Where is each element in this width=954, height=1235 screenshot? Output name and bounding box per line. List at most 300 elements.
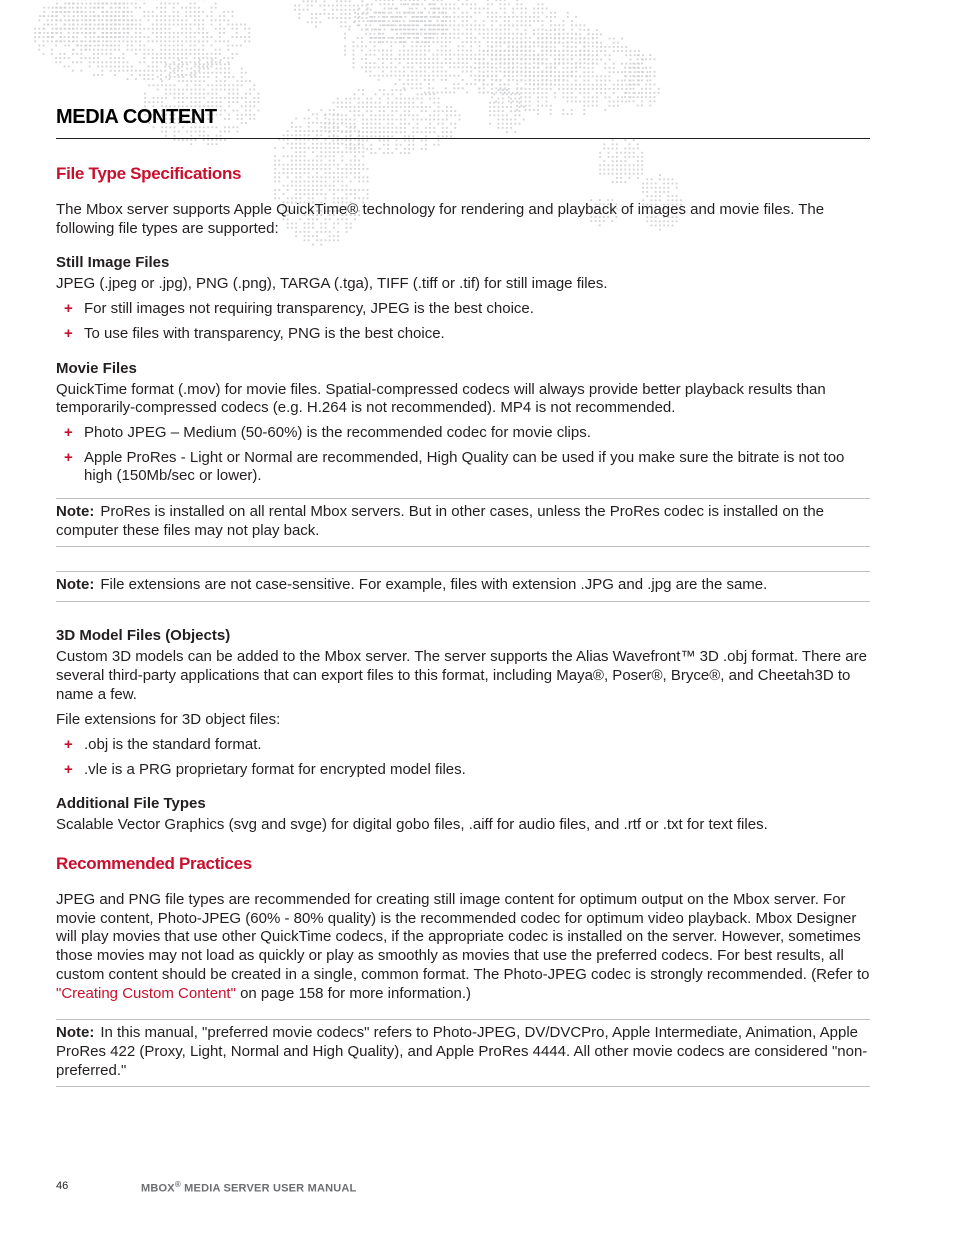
map-dot xyxy=(181,28,183,30)
map-dot xyxy=(645,88,647,90)
map-dot xyxy=(115,7,117,9)
map-dot xyxy=(143,11,145,13)
map-dot xyxy=(69,11,71,13)
map-dot xyxy=(38,36,40,38)
map-dot xyxy=(600,92,602,94)
map-dot xyxy=(382,33,384,35)
map-dot xyxy=(520,101,522,103)
map-dot xyxy=(516,8,518,10)
map-dot xyxy=(416,37,418,39)
cross-reference-link[interactable]: "Creating Custom Content" xyxy=(56,984,236,1002)
map-dot xyxy=(194,57,196,59)
map-dot xyxy=(64,19,66,21)
map-dot xyxy=(207,72,209,74)
map-dot xyxy=(579,54,581,56)
map-dot xyxy=(654,71,656,73)
map-dot xyxy=(441,37,443,39)
map-dot xyxy=(575,101,577,103)
map-dot xyxy=(432,54,434,56)
map-dot xyxy=(341,102,343,104)
map-dot xyxy=(85,15,87,17)
map-dot xyxy=(156,57,158,59)
map-dot xyxy=(445,54,447,56)
map-dot xyxy=(164,53,166,55)
map-dot xyxy=(449,92,451,94)
map-dot xyxy=(194,19,196,21)
map-dot xyxy=(106,66,108,68)
map-dot xyxy=(628,96,630,98)
map-dot xyxy=(64,24,66,26)
map-dot xyxy=(649,79,651,81)
list-item: + Apple ProRes - Light or Normal are recommended, High Quality can be used if you make sure the bitrate is not too high (150Mb/sec or lower). xyxy=(64,448,845,485)
map-dot xyxy=(396,16,398,18)
map-dot xyxy=(333,147,335,149)
map-dot xyxy=(174,84,176,86)
map-dot xyxy=(353,58,355,60)
map-dot xyxy=(307,9,309,11)
map-dot xyxy=(177,40,179,42)
map-dot xyxy=(199,89,201,91)
map-dot xyxy=(241,72,243,74)
map-dot xyxy=(227,49,229,51)
map-dot xyxy=(445,75,447,77)
map-dot xyxy=(592,45,594,47)
map-dot xyxy=(304,143,306,145)
map-dot xyxy=(227,40,229,42)
map-dot xyxy=(641,100,643,102)
map-dot xyxy=(169,3,171,5)
map-dot xyxy=(232,53,234,55)
map-dot xyxy=(353,5,355,7)
map-dot xyxy=(508,75,510,77)
map-dot xyxy=(428,75,430,77)
map-dot xyxy=(546,80,548,82)
map-dot xyxy=(169,63,171,65)
map-dot xyxy=(123,15,125,17)
map-dot xyxy=(430,8,432,10)
map-dot xyxy=(181,70,183,72)
map-dot xyxy=(608,152,610,154)
map-dot xyxy=(508,42,510,44)
map-dot xyxy=(135,36,137,38)
map-dot xyxy=(649,67,651,69)
map-dot xyxy=(596,92,598,94)
map-dot xyxy=(374,54,376,56)
map-dot xyxy=(232,24,234,26)
map-dot xyxy=(102,24,104,26)
map-dot xyxy=(156,19,158,21)
map-dot xyxy=(529,41,531,43)
map-dot xyxy=(470,29,472,31)
map-dot xyxy=(244,36,246,38)
map-dot xyxy=(39,32,41,34)
map-dot xyxy=(185,19,187,21)
map-dot xyxy=(399,79,401,81)
map-dot xyxy=(362,93,364,95)
map-dot xyxy=(516,33,518,35)
map-dot xyxy=(80,45,82,47)
map-dot xyxy=(224,89,226,91)
list-item: + To use files with transparency, PNG is the best choice. xyxy=(64,324,445,342)
map-dot xyxy=(382,75,384,77)
map-dot xyxy=(399,75,401,77)
map-dot xyxy=(637,75,639,77)
map-dot xyxy=(375,20,377,22)
map-dot xyxy=(462,66,464,68)
map-dot xyxy=(442,12,444,14)
map-dot xyxy=(407,54,409,56)
map-dot xyxy=(546,46,548,48)
map-dot xyxy=(111,3,113,5)
map-dot xyxy=(588,59,590,61)
map-dot xyxy=(203,80,205,82)
map-dot xyxy=(56,11,58,13)
map-dot xyxy=(127,36,129,38)
map-dot xyxy=(375,102,377,104)
map-dot xyxy=(223,15,225,17)
map-dot xyxy=(438,98,440,100)
map-dot xyxy=(432,3,434,5)
map-dot xyxy=(152,66,154,68)
map-dot xyxy=(588,38,590,40)
map-dot xyxy=(408,152,410,154)
map-dot xyxy=(185,74,187,76)
map-dot xyxy=(645,58,647,60)
map-dot xyxy=(616,143,618,145)
map-dot xyxy=(148,74,150,76)
map-dot xyxy=(207,139,209,141)
map-dot xyxy=(514,98,516,100)
map-dot xyxy=(474,58,476,60)
map-dot xyxy=(554,12,556,14)
map-dot xyxy=(98,15,100,17)
map-dot xyxy=(379,41,381,43)
map-dot xyxy=(152,15,154,17)
map-dot xyxy=(396,148,398,150)
map-dot xyxy=(512,71,514,73)
map-dot xyxy=(438,144,440,146)
map-dot xyxy=(344,50,346,52)
map-dot xyxy=(127,24,129,26)
map-dot xyxy=(127,28,129,30)
map-dot xyxy=(68,32,70,34)
note-label: Note: xyxy=(56,576,95,594)
map-dot xyxy=(98,36,100,38)
map-dot xyxy=(395,16,397,18)
map-dot xyxy=(362,89,364,91)
map-dot xyxy=(361,0,363,2)
map-dot xyxy=(181,53,183,55)
map-dot xyxy=(382,50,384,52)
map-dot xyxy=(69,3,71,5)
map-dot xyxy=(424,75,426,77)
map-dot xyxy=(409,12,411,14)
map-dot xyxy=(596,46,598,48)
map-dot xyxy=(60,11,62,13)
map-dot xyxy=(426,37,428,39)
map-dot xyxy=(118,61,120,63)
map-dot xyxy=(211,66,213,68)
map-dot xyxy=(432,24,434,26)
map-dot xyxy=(400,102,402,104)
map-dot xyxy=(533,42,535,44)
map-dot xyxy=(641,88,643,90)
map-dot xyxy=(143,53,145,55)
map-dot xyxy=(504,59,506,61)
map-dot xyxy=(51,19,53,21)
map-dot xyxy=(510,93,512,95)
map-dot xyxy=(194,66,196,68)
map-dot xyxy=(554,75,556,77)
map-dot xyxy=(160,15,162,17)
map-dot xyxy=(211,139,213,141)
map-dot xyxy=(152,11,154,13)
map-dot xyxy=(612,160,614,162)
map-dot xyxy=(491,29,493,31)
map-dot xyxy=(533,84,535,86)
map-dot xyxy=(546,8,548,10)
map-dot xyxy=(195,76,197,78)
map-dot xyxy=(624,92,626,94)
map-dot xyxy=(304,160,306,162)
map-dot xyxy=(495,0,497,1)
map-dot xyxy=(437,16,439,18)
map-dot xyxy=(320,143,322,145)
map-dot xyxy=(537,29,539,31)
map-dot xyxy=(533,54,535,56)
map-dot xyxy=(336,0,338,2)
map-dot xyxy=(470,75,472,77)
map-dot xyxy=(421,3,423,5)
map-dot xyxy=(434,29,436,31)
map-dot xyxy=(392,20,394,22)
map-dot xyxy=(203,72,205,74)
map-dot xyxy=(600,50,602,52)
map-dot xyxy=(90,40,92,42)
map-dot xyxy=(207,84,209,86)
map-dot xyxy=(579,59,581,61)
list-item: + .obj is the standard format. xyxy=(64,735,262,753)
map-dot xyxy=(416,83,418,85)
map-dot xyxy=(458,66,460,68)
map-dot xyxy=(495,54,497,56)
map-dot xyxy=(633,96,635,98)
movie-files-text: QuickTime format (.mov) for movie files. Spatial-compressed codecs will always provide better playback results than temporarily-compressed codecs (e.g. H.264 is not recommended). MP4 is not recommended. xyxy=(56,380,826,417)
map-dot xyxy=(624,67,626,69)
map-dot xyxy=(621,38,623,40)
map-dot xyxy=(491,50,493,52)
map-dot xyxy=(390,50,392,52)
map-dot xyxy=(127,49,129,51)
map-dot xyxy=(94,19,96,21)
map-dot xyxy=(51,24,53,26)
map-dot xyxy=(434,8,436,10)
map-dot xyxy=(466,62,468,64)
map-dot xyxy=(379,24,381,26)
map-dot xyxy=(495,63,497,65)
map-dot xyxy=(609,59,611,61)
map-dot xyxy=(97,53,99,55)
map-dot xyxy=(512,33,514,35)
map-dot xyxy=(609,80,611,82)
map-dot xyxy=(417,0,419,1)
map-dot xyxy=(315,26,317,28)
map-dot xyxy=(43,24,45,26)
map-dot xyxy=(562,75,564,77)
map-dot xyxy=(550,33,552,35)
map-dot xyxy=(437,0,439,1)
map-dot xyxy=(411,41,413,43)
map-dot xyxy=(529,54,531,56)
map-dot xyxy=(554,67,556,69)
plus-bullet-icon: + xyxy=(64,300,73,318)
map-dot xyxy=(416,41,418,43)
map-dot xyxy=(185,7,187,9)
map-dot xyxy=(449,54,451,56)
map-dot xyxy=(546,50,548,52)
map-dot xyxy=(77,45,79,47)
map-dot xyxy=(357,5,359,7)
map-dot xyxy=(299,155,301,157)
map-dot xyxy=(64,28,66,30)
map-dot xyxy=(316,147,318,149)
map-dot xyxy=(396,89,398,91)
map-dot xyxy=(388,37,390,39)
map-dot xyxy=(571,96,573,98)
map-dot xyxy=(420,12,422,14)
map-dot xyxy=(76,36,78,38)
map-dot xyxy=(519,102,521,104)
map-dot xyxy=(478,80,480,82)
map-dot xyxy=(604,54,606,56)
map-dot xyxy=(628,100,630,102)
map-dot xyxy=(93,11,95,13)
map-dot xyxy=(106,24,108,26)
map-dot xyxy=(470,50,472,52)
map-dot xyxy=(90,3,92,5)
map-dot xyxy=(579,84,581,86)
map-dot xyxy=(633,84,635,86)
map-dot xyxy=(491,67,493,69)
map-dot xyxy=(131,36,133,38)
map-dot xyxy=(604,63,606,65)
map-dot xyxy=(298,17,300,19)
map-dot xyxy=(541,88,543,90)
map-dot xyxy=(395,20,397,22)
map-dot xyxy=(115,32,117,34)
map-dot xyxy=(353,50,355,52)
map-dot xyxy=(228,84,230,86)
map-dot xyxy=(533,62,535,64)
map-dot xyxy=(198,28,200,30)
map-dot xyxy=(404,152,406,154)
map-dot xyxy=(379,0,381,1)
map-dot xyxy=(437,54,439,56)
map-dot xyxy=(550,50,552,52)
map-dot xyxy=(499,63,501,65)
map-dot xyxy=(382,41,384,43)
map-dot xyxy=(525,8,527,10)
map-dot xyxy=(220,84,222,86)
map-dot xyxy=(424,37,426,39)
map-dot xyxy=(55,61,57,63)
map-dot xyxy=(425,140,427,142)
map-dot xyxy=(621,84,623,86)
map-dot xyxy=(363,20,365,22)
map-dot xyxy=(483,80,485,82)
map-dot xyxy=(424,41,426,43)
map-dot xyxy=(458,0,460,1)
map-dot xyxy=(575,54,577,56)
map-dot xyxy=(474,62,476,64)
map-dot xyxy=(479,41,481,43)
map-dot xyxy=(424,71,426,73)
map-dot xyxy=(474,24,476,26)
map-dot xyxy=(60,7,62,9)
map-dot xyxy=(579,75,581,77)
map-dot xyxy=(89,57,91,59)
map-dot xyxy=(470,71,472,73)
map-dot xyxy=(72,53,74,55)
map-dot xyxy=(441,41,443,43)
map-dot xyxy=(177,57,179,59)
map-dot xyxy=(633,100,635,102)
map-dot xyxy=(525,92,527,94)
map-dot xyxy=(144,101,146,103)
map-dot xyxy=(118,11,120,13)
map-dot xyxy=(508,54,510,56)
map-dot xyxy=(470,24,472,26)
map-dot xyxy=(344,37,346,39)
map-dot xyxy=(609,75,611,77)
map-dot xyxy=(441,50,443,52)
map-dot xyxy=(90,28,92,30)
map-dot xyxy=(453,16,455,18)
map-dot xyxy=(152,28,154,30)
map-dot xyxy=(638,92,640,94)
map-dot xyxy=(630,59,632,61)
map-dot xyxy=(190,139,192,141)
map-dot xyxy=(616,160,618,162)
map-dot xyxy=(617,42,619,44)
map-dot xyxy=(411,12,413,14)
map-dot xyxy=(169,40,171,42)
map-dot xyxy=(102,40,104,42)
map-dot xyxy=(34,28,36,30)
map-dot xyxy=(118,28,120,30)
map-dot xyxy=(139,61,141,63)
map-dot xyxy=(512,59,514,61)
page-title: MEDIA CONTENT xyxy=(56,105,870,139)
map-dot xyxy=(542,29,544,31)
map-dot xyxy=(34,32,36,34)
map-dot xyxy=(344,54,346,56)
map-dot xyxy=(646,80,648,82)
map-dot xyxy=(416,71,418,73)
map-dot xyxy=(127,78,129,80)
map-dot xyxy=(178,76,180,78)
map-dot xyxy=(337,143,339,145)
map-dot xyxy=(97,61,99,63)
map-dot xyxy=(195,84,197,86)
map-dot xyxy=(567,59,569,61)
map-dot xyxy=(417,93,419,95)
map-dot xyxy=(165,93,167,95)
map-dot xyxy=(479,12,481,14)
map-dot xyxy=(583,67,585,69)
map-dot xyxy=(421,41,423,43)
map-dot xyxy=(308,160,310,162)
